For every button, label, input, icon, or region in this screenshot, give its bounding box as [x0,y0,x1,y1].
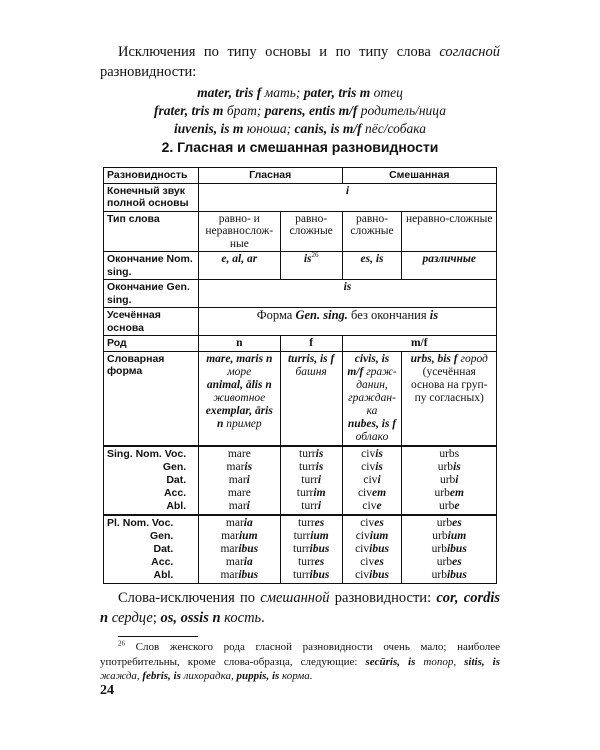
exception-examples [100,84,500,138]
word-form: turrim [296,486,326,499]
word-form: civis [361,460,383,473]
row-label: Род [104,336,199,352]
row-label: Окончание Gen. sing. [104,280,199,308]
intro-text: Исключения по типу основы и по типу слова [118,44,440,60]
exceptions-paragraph: Слова-исключения по смешанной разновидности: cor, cordis n сердце; os, ossis n кость. [100,590,501,626]
table-cell [280,446,342,515]
table-row-plural [104,515,497,584]
table-cell: urbs, bis f город (усечённая основа на груп-пу согласных) [402,351,497,446]
row-label: Словарная форма [104,351,199,446]
case-label: Dat. [153,542,174,555]
dictionary-form-line: nubes, is f [347,417,397,430]
table-cell: f [280,336,342,352]
section-title: 2. Гласная и смешанная разновидности [161,139,439,155]
word-form: turri [301,473,322,486]
footnote: $^{26}$ Слов женского рода гласной разновидности очень мало; наиболее употребительны, кроме слова-образца, следующие: secūris, is топор, sitis, is жажда, febris, is лихорадка, puppis, is корма. [100,639,500,682]
dictionary-form-line: m/f граж- [347,365,397,378]
table-cell [342,351,402,446]
word-form: turri [301,499,322,512]
dictionary-form-line: exemplar, āris [205,404,273,417]
word-form: civium [355,529,389,542]
word-form: mari [228,473,250,486]
word-form: urbibus [431,542,467,555]
case-label: Acc. [163,486,187,499]
word-form: maribus [220,542,259,555]
word-form: cives [360,555,384,568]
table-cell: turris, is f башня [280,351,342,446]
case-label: Nom. Voc. [135,447,187,460]
table-cell: n [198,336,280,352]
table-row-word-type [104,211,497,252]
header-mixed: Смешанная [342,168,496,184]
table-cell [342,515,402,584]
table-cell: равно-сложные [342,211,402,252]
gen-ending-value: is [198,280,496,308]
word-form: urbe [439,499,460,512]
word-form: turris [299,447,324,460]
word-form: urbs [439,447,460,460]
table-cell: e, al, ar [198,252,280,280]
singular-cases: Sing. Nom. Voc. Gen. Dat. Acc. Abl. [104,446,199,515]
word-form: urbis [437,460,461,473]
intro-paragraph [100,42,500,82]
word-form: turribus [292,542,330,555]
dictionary-form-line: облако [355,430,389,443]
row-label: Усечённая основа [104,308,199,336]
table-row-nom-ending [104,252,497,280]
word-form: turribus [292,568,330,581]
word-form: turres [298,555,325,568]
table-row-final-sound [104,183,497,211]
footnote-ref: 26 [311,251,319,260]
dictionary-form-line: граждан- [348,391,396,404]
dictionary-form-line: море [227,365,252,378]
word-form: urbem [434,486,464,499]
table-cell [280,515,342,584]
word-form: civibus [355,542,389,555]
word-form: turrium [293,529,329,542]
word-form: mare [227,447,251,460]
word-form: civis [361,447,383,460]
case-label: Acc. [151,555,174,568]
dictionary-form-line: mare, maris n [206,352,273,365]
table-cell: равно- и неравнослож-ные [198,211,280,252]
header-kind: Разновидность [104,168,199,184]
case-label: Nom. Voc. [122,516,174,529]
case-label: Gen. [149,529,174,542]
word-form: cive [362,499,382,512]
dictionary-form-line: данин, [356,378,388,391]
row-label: Тип слова [104,211,199,252]
word-form: urbium [432,529,467,542]
example-line-3: iuvenis, is m юноша; canis, is m/f пёс/собака [173,121,427,136]
table-cell: m/f [342,336,496,352]
word-form: maris [226,460,253,473]
word-form: mari [228,499,250,512]
word-form: urbes [436,555,462,568]
row-label: Окончание Nom. sing. [104,252,199,280]
word-form: maria [225,516,253,529]
example-line-2: frater, tris m брат; parens, entis m/f родитель/ница [154,103,446,118]
table-cell: различные [402,252,497,280]
row-label: Конечный звук полной основы [104,183,199,211]
example-line-1: mater, tris f мать; pater, tris m отец [197,85,403,100]
word-form: turris [299,460,324,473]
dictionary-form-line: ка [366,404,378,417]
word-form: cives [360,516,384,529]
intro-text-end: разновидности: [100,64,197,80]
word-form: civem [357,486,387,499]
word-form: urbi [439,473,459,486]
footnote-divider [118,636,198,637]
table-cell [198,515,280,584]
final-sound-value: i [198,183,496,211]
dictionary-form-line: animal, ālis n [206,378,272,391]
table-row-singular [104,446,497,515]
intro-emphasis: согласной [439,44,500,60]
table-cell [402,515,497,584]
declension-table [103,167,497,584]
case-label: Abl. [153,568,174,581]
word-form: maribus [220,568,259,581]
case-label: Abl. [166,499,187,512]
table-cell [198,351,280,446]
dictionary-form-line: животное [213,391,266,404]
table-row-dictionary-form [104,351,497,446]
word-form: turres [298,516,325,529]
header-vowel: Гласная [198,168,342,184]
table-cell [342,446,402,515]
table-cell: равно-сложные [280,211,342,252]
case-label: Dat. [166,473,187,486]
table-row-gender [104,336,497,352]
table-header-row [104,168,497,184]
word-form: mare [227,486,251,499]
dictionary-form-line: civis, is [354,352,390,365]
table-cell: $is^{26}$ [280,252,342,280]
table-cell: es, is [342,252,402,280]
stem-value: Форма Gen. sing. без окончания is [198,308,496,336]
case-label: Gen. [162,460,187,473]
word-form: civi [363,473,381,486]
word-form: maria [225,555,253,568]
word-form: civibus [355,568,389,581]
word-form: urbes [436,516,462,529]
table-cell: неравно-сложные [402,211,497,252]
dictionary-form-line: n пример [216,417,262,430]
word-form: urbibus [431,568,467,581]
plural-cases: Pl. Nom. Voc. Gen. Dat. Acc. Abl. [104,515,199,584]
table-cell [402,446,497,515]
table-cell [198,446,280,515]
table-row-stem [104,308,497,336]
word-form: marium [221,529,258,542]
footnote-number: 26 [118,639,125,648]
page-number: 24 [100,683,114,698]
table-row-gen-ending [104,280,497,308]
